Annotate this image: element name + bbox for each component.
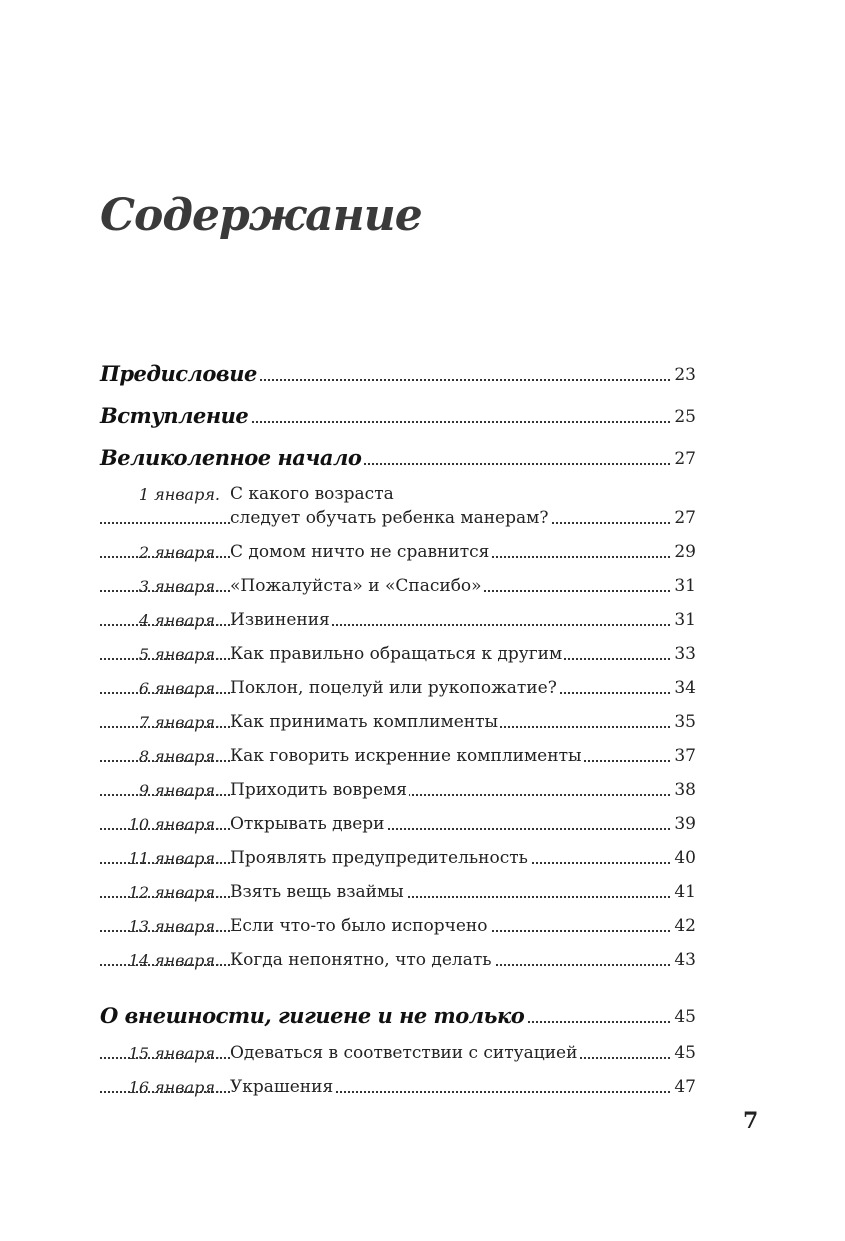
entry-title: Приходить вовремя xyxy=(230,780,407,800)
entry-title: Если что-то было испорчено xyxy=(230,916,488,936)
page-number: 34 xyxy=(674,678,696,698)
page-number: 31 xyxy=(674,610,696,630)
entry-date: 6 января. xyxy=(138,679,220,698)
page-number: 45 xyxy=(674,1007,696,1027)
entry-title: следует обучать ребенка манерам? xyxy=(230,508,549,528)
toc-entry xyxy=(100,947,696,973)
entry-date: 12 января. xyxy=(128,883,220,902)
entry-date: 9 января. xyxy=(138,781,220,800)
toc-entry xyxy=(100,743,696,769)
entry-title: Проявлять предупредительность xyxy=(230,848,528,868)
page-number: 27 xyxy=(674,508,696,528)
toc-section xyxy=(100,446,696,472)
page-number: 29 xyxy=(674,542,696,562)
entry-title: «Пожалуйста» и «Спасибо» xyxy=(230,576,482,596)
toc-entry xyxy=(100,913,696,939)
entry-title: Извинения xyxy=(230,610,330,630)
entry-date: 3 января. xyxy=(138,577,220,596)
page-number: 47 xyxy=(674,1077,696,1097)
section-title: Предисловие xyxy=(100,361,257,386)
page-number: 25 xyxy=(674,407,696,427)
dot-leader xyxy=(100,624,670,626)
entry-date: 15 января. xyxy=(128,1044,220,1063)
entry-title: Когда непонятно, что делать xyxy=(230,950,492,970)
page-number: 39 xyxy=(674,814,696,834)
page-number: 42 xyxy=(674,916,696,936)
entry-date: 14 января. xyxy=(128,951,220,970)
page-number: 37 xyxy=(674,746,696,766)
toc-section xyxy=(100,1004,696,1030)
entry-date: 11 января. xyxy=(128,849,220,868)
entry-title: Открывать двери xyxy=(230,814,385,834)
toc-entry xyxy=(100,1074,696,1100)
page-number: 35 xyxy=(674,712,696,732)
entry-date: 10 января. xyxy=(128,815,220,834)
entry-title: Как говорить искренние комплименты xyxy=(230,746,582,766)
folio-page-number: 7 xyxy=(743,1108,759,1134)
page-number: 45 xyxy=(674,1043,696,1063)
page-number: 38 xyxy=(674,780,696,800)
entry-date: 5 января. xyxy=(138,645,220,664)
toc-entry xyxy=(100,811,696,837)
toc-entry xyxy=(100,539,696,565)
toc-section xyxy=(100,404,696,430)
entry-date: 8 января. xyxy=(138,747,220,766)
toc-entry xyxy=(100,641,696,667)
entry-date: 16 января. xyxy=(128,1078,220,1097)
entry-date: 2 января. xyxy=(138,543,220,562)
entry-date: 7 января. xyxy=(138,713,220,732)
page-number: 27 xyxy=(674,449,696,469)
entry-title: Взять вещь взаймы xyxy=(230,882,404,902)
toc-entry xyxy=(100,1040,696,1066)
entry-title: Одеваться в соответствии с ситуацией xyxy=(230,1043,578,1063)
entry-title: Как принимать комплименты xyxy=(230,712,499,732)
dot-leader xyxy=(100,1091,670,1093)
entry-title: Украшения xyxy=(230,1077,334,1097)
toc-entry xyxy=(100,709,696,735)
toc-entry xyxy=(100,573,696,599)
entry-title: С домом ничто не сравнится xyxy=(230,542,490,562)
entry-date: 1 января. xyxy=(138,485,220,504)
section-title: Вступление xyxy=(100,403,249,428)
page-number: 33 xyxy=(674,644,696,664)
page-number: 23 xyxy=(674,365,696,385)
toc-entry xyxy=(100,607,696,633)
page-title: Содержание xyxy=(100,190,422,241)
toc-section xyxy=(100,362,696,388)
toc-entry xyxy=(100,484,696,531)
entry-title: Как правильно обращаться к другим xyxy=(230,644,563,664)
section-title: Великолепное начало xyxy=(100,445,362,470)
page-number: 31 xyxy=(674,576,696,596)
page-number: 40 xyxy=(674,848,696,868)
toc-entry xyxy=(100,845,696,871)
entry-date: 13 января. xyxy=(128,917,220,936)
section-title: О внешности, гигиене и не только xyxy=(100,1003,525,1028)
entry-date: 4 января. xyxy=(138,611,220,630)
page-number: 41 xyxy=(674,882,696,902)
entry-title-line: С какого возраста xyxy=(230,484,394,504)
page-number: 43 xyxy=(674,950,696,970)
toc-entry xyxy=(100,777,696,803)
toc-entry xyxy=(100,879,696,905)
toc-entry xyxy=(100,675,696,701)
entry-title: Поклон, поцелуй или рукопожатие? xyxy=(230,678,557,698)
